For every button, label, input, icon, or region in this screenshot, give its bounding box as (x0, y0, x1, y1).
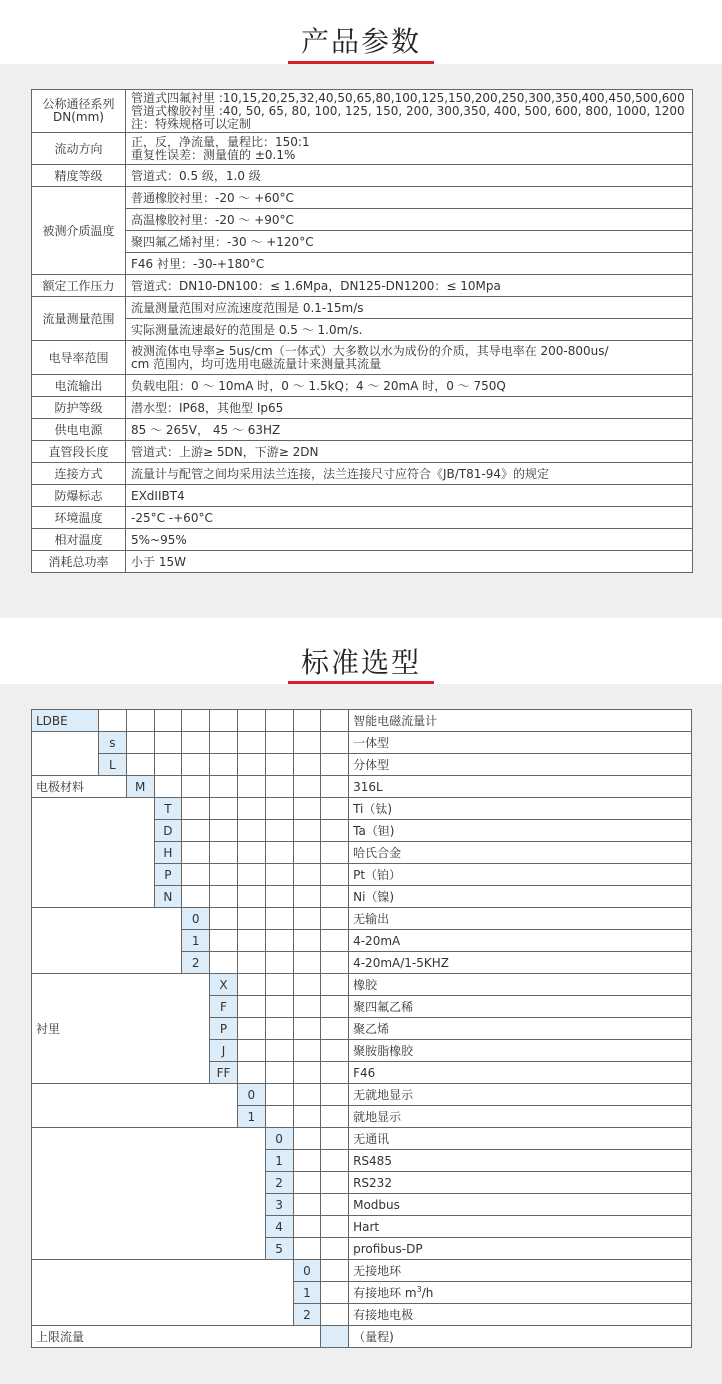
param-value: 管道式四氟衬里 :10,15,20,25,32,40,50,65,80,100,125,150,200,250,300,350,400,450,500,600 管道式橡胶衬里 :40, 50, 65, 80, 100, 125, 150, 200, 300,350, 400, 500, 600, 800, 1000, 1200 注：特殊规格可以定制 (126, 90, 693, 133)
params-panel (0, 64, 722, 618)
sel-row-type (32, 732, 692, 754)
option-code: X (210, 974, 238, 996)
option-desc: 有接地环 $m^3/h$ (349, 1282, 692, 1304)
param-label: 精度等级 (32, 165, 126, 187)
param-label: 环境温度 (32, 507, 126, 529)
option-desc: Pt（铂） (349, 864, 692, 886)
option-desc: 有接地电极 (349, 1304, 692, 1326)
param-value: 被测流体电导率≥ 5us/cm（一体式）大多数以水为成份的介质，其导电率在 200-800us/ cm 范围内，均可选用电磁流量计来测量其流量 (126, 341, 693, 375)
sel-row-output (32, 908, 692, 930)
param-value: 聚四氟乙烯衬里：-30 ～ +120°C (126, 231, 693, 253)
option-desc: 哈氏合金 (349, 842, 692, 864)
param-label: 消耗总功率 (32, 551, 126, 573)
option-desc: 聚四氟乙稀 (349, 996, 692, 1018)
option-code: 3 (265, 1194, 293, 1216)
param-row-pipe (32, 441, 693, 463)
option-desc: 无通讯 (349, 1128, 692, 1150)
option-desc: 聚胺脂橡胶 (349, 1040, 692, 1062)
option-desc: RS485 (349, 1150, 692, 1172)
selection-panel (0, 684, 722, 1384)
param-value: 85 ～ 265V， 45 ～ 63HZ (126, 419, 693, 441)
param-row-explosion (32, 485, 693, 507)
param-label: 直管段长度 (32, 441, 126, 463)
option-desc: 分体型 (349, 754, 692, 776)
option-desc: Ti（钛) (349, 798, 692, 820)
option-desc: 就地显示 (349, 1106, 692, 1128)
option-code: P (154, 864, 182, 886)
group-label: 电极材料 (32, 776, 127, 798)
param-label: 电导率范围 (32, 341, 126, 375)
sel-row-ground (32, 1260, 692, 1282)
sel-row-type (32, 754, 692, 776)
param-value: 正，反，净流量，量程比：150:1 重复性误差：测量值的 ±0.1% (126, 133, 693, 165)
option-code-empty (321, 1326, 349, 1348)
param-label: 公称通径系列DN(mm) (32, 90, 126, 133)
param-row-range (32, 297, 693, 319)
option-desc: 4-20mA (349, 930, 692, 952)
option-desc: 智能电磁流量计 (349, 710, 692, 732)
param-value: 高温橡胶衬里：-20 ～ +90°C (126, 209, 693, 231)
param-label: 连接方式 (32, 463, 126, 485)
param-value: 5%~95% (126, 529, 693, 551)
sel-row-display (32, 1084, 692, 1106)
option-desc: Hart (349, 1216, 692, 1238)
param-label: 流量测量范围 (32, 297, 126, 341)
param-row-humidity (32, 529, 693, 551)
sel-row-comm (32, 1128, 692, 1150)
sel-row-metal (32, 798, 692, 820)
option-code: 0 (182, 908, 210, 930)
param-row-current (32, 375, 693, 397)
option-desc: profibus-DP (349, 1238, 692, 1260)
param-value: F46 衬里：-30-+180°C (126, 253, 693, 275)
param-row-conductivity (32, 341, 693, 375)
params-table (31, 89, 693, 573)
option-code: L (98, 754, 126, 776)
param-label: 电流输出 (32, 375, 126, 397)
param-value: 普通橡胶衬里：-20 ～ +60°C (126, 187, 693, 209)
param-value: 管道式：上游≥ 5DN，下游≥ 2DN (126, 441, 693, 463)
param-row-power-consumption (32, 551, 693, 573)
option-desc: （量程) (349, 1326, 692, 1348)
option-code: 1 (237, 1106, 265, 1128)
option-desc: 无输出 (349, 908, 692, 930)
param-label: 供电电源 (32, 419, 126, 441)
param-label: 相对温度 (32, 529, 126, 551)
option-desc: Modbus (349, 1194, 692, 1216)
param-row-protection (32, 397, 693, 419)
option-code: 2 (265, 1172, 293, 1194)
option-code: 0 (265, 1128, 293, 1150)
option-code: N (154, 886, 182, 908)
param-value: EXdIIBT4 (126, 485, 693, 507)
param-value: 流量计与配管之间均采用法兰连接，法兰连接尺寸应符合《JB/T81-94》的规定 (126, 463, 693, 485)
option-code: 1 (265, 1150, 293, 1172)
sel-row-model (32, 710, 692, 732)
param-row-connection (32, 463, 693, 485)
option-code: 5 (265, 1238, 293, 1260)
sel-row-lining (32, 974, 692, 996)
option-desc: 4-20mA/1-5KHZ (349, 952, 692, 974)
option-code: M (126, 776, 154, 798)
option-code: P (210, 1018, 238, 1040)
group-label: 上限流量 (32, 1326, 321, 1348)
option-desc: Ni（镍) (349, 886, 692, 908)
option-desc: 无接地环 (349, 1260, 692, 1282)
option-code: 2 (182, 952, 210, 974)
option-code: 1 (182, 930, 210, 952)
option-code: 0 (237, 1084, 265, 1106)
param-value: -25°C -+60°C (126, 507, 693, 529)
option-desc: 橡胶 (349, 974, 692, 996)
sel-row-max-flow (32, 1326, 692, 1348)
param-row-env-temp (32, 507, 693, 529)
option-code: FF (210, 1062, 238, 1084)
param-value: 实际测量流速最好的范围是 0.5 ～ 1.0m/s. (126, 319, 693, 341)
sel-row-electrode (32, 776, 692, 798)
option-code: 2 (293, 1304, 321, 1326)
option-desc: 无就地显示 (349, 1084, 692, 1106)
param-label: 额定工作压力 (32, 275, 126, 297)
option-code: F (210, 996, 238, 1018)
option-desc: 316L (349, 776, 692, 798)
param-label: 防护等级 (32, 397, 126, 419)
param-row-dn (32, 90, 693, 133)
param-label: 被测介质温度 (32, 187, 126, 275)
param-value: 负载电阻：0 ～ 10mA 时，0 ～ 1.5kQ；4 ～ 20mA 时，0 ～ 750Q (126, 375, 693, 397)
section-title-params: 产品参数 (300, 25, 421, 58)
param-value: 管道式：0.5 级，1.0 级 (126, 165, 693, 187)
param-row-flow-direction (32, 133, 693, 165)
option-code: 1 (293, 1282, 321, 1304)
param-value: 管道式：DN10-DN100：≤ 1.6Mpa，DN125-DN1200：≤ 10Mpa (126, 275, 693, 297)
option-code: T (154, 798, 182, 820)
option-code: 0 (293, 1260, 321, 1282)
group-label: 衬里 (32, 974, 210, 1084)
param-label: 流动方向 (32, 133, 126, 165)
param-value: 小于 15W (126, 551, 693, 573)
option-desc: 一体型 (349, 732, 692, 754)
option-code: H (154, 842, 182, 864)
model-code: LDBE (32, 710, 99, 732)
param-row-temp (32, 187, 693, 209)
param-row-accuracy (32, 165, 693, 187)
selection-table (31, 709, 692, 1348)
option-code: D (154, 820, 182, 842)
param-label: 防爆标志 (32, 485, 126, 507)
option-code: J (210, 1040, 238, 1062)
section-title-selection: 标准选型 (300, 646, 421, 679)
param-row-power (32, 419, 693, 441)
param-row-pressure (32, 275, 693, 297)
param-value: 流量测量范围对应流速度范围是 0.1-15m/s (126, 297, 693, 319)
option-code: 4 (265, 1216, 293, 1238)
option-desc: RS232 (349, 1172, 692, 1194)
param-value: 潜水型：IP68，其他型 Ip65 (126, 397, 693, 419)
option-desc: Ta（钽) (349, 820, 692, 842)
option-desc: F46 (349, 1062, 692, 1084)
option-desc: 聚乙烯 (349, 1018, 692, 1040)
option-code: s (98, 732, 126, 754)
